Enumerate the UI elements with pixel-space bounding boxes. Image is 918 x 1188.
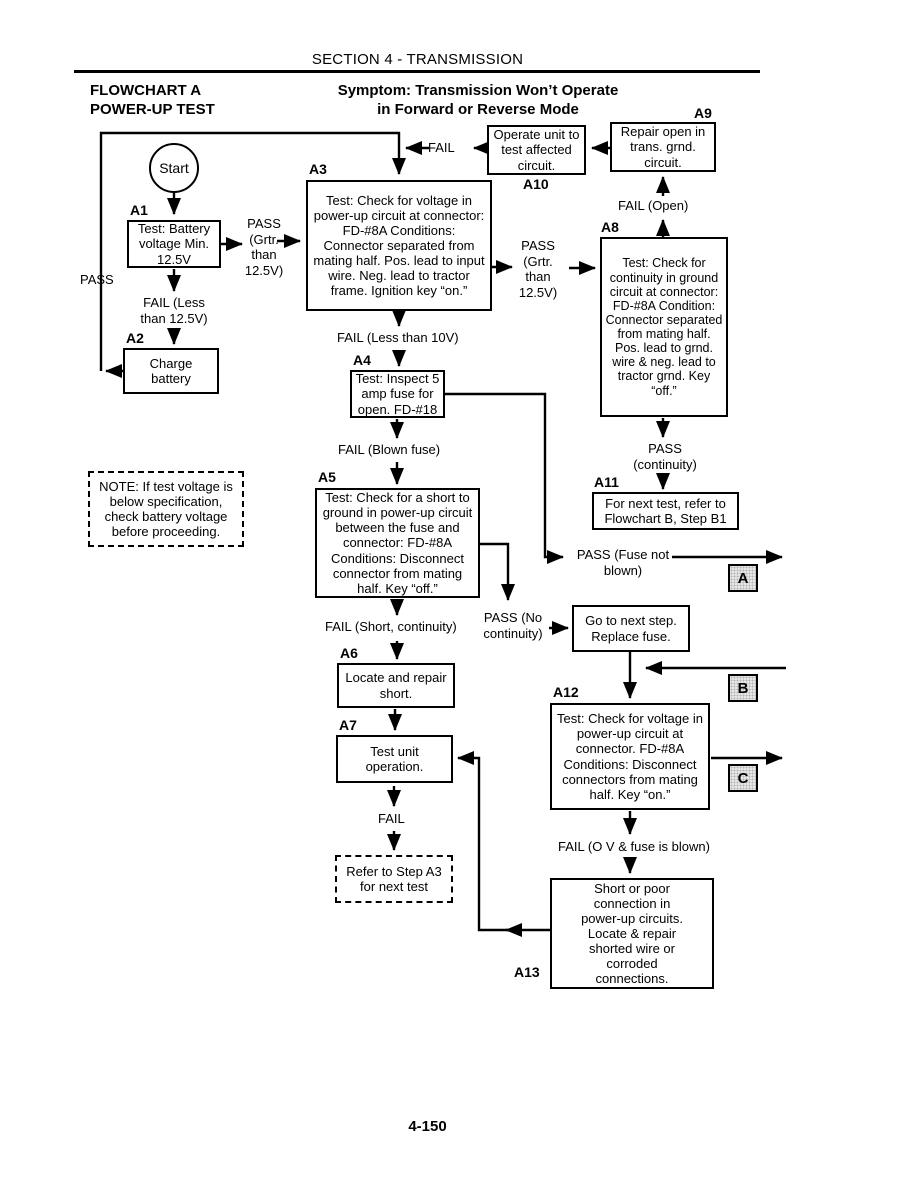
step-label-a4: A4 [353,352,371,368]
step-label-a13: A13 [514,964,540,980]
label-pass-no-continuity: PASS (No continuity) [483,610,543,641]
label-fail-top: FAIL [428,140,455,155]
connector-tab-a [728,564,758,592]
refer-step-a3-box: Refer to Step A3 for next test [335,855,453,903]
node-a11: For next test, refer to Flowchart B, Step B1 [592,492,739,530]
node-a10: Operate unit to test affected circuit. [487,125,586,175]
step-label-a2: A2 [126,330,144,346]
edge-loopback-to-a7 [458,758,512,930]
step-label-a6: A6 [340,645,358,661]
step-label-a3: A3 [309,161,327,177]
label-fail-0v: FAIL (O V & fuse is blown) [558,839,710,854]
node-a3: Test: Check for voltage in power-up circuit at connector: FD-#8A Conditions: Connector separated from mating half. Pos. lead to input wire. Neg. lead to tractor frame. Ignition key “on.” [306,180,492,311]
label-pass-grtr-1: PASS (Grtr. than 12.5V) [244,216,284,278]
node-a12: Test: Check for voltage in power-up circuit at connector. FD-#8A Conditions: Disconnect connectors from mating half. Key “on.” [550,703,710,810]
symptom-line1: Symptom: Transmission Won’t Operate [337,82,619,99]
node-a13: Short or poor connection in power-up circuits. Locate & repair shorted wire or corroded connections. [550,878,714,989]
step-label-a5: A5 [318,469,336,485]
step-label-a11: A11 [594,474,619,490]
step-label-a10: A10 [523,176,549,192]
node-a5: Test: Check for a short to ground in power-up circuit between the fuse and connector: FD-#8A Conditions: Disconnect connector from mating half. Key “off.” [315,488,480,598]
node-a1: Test: Battery voltage Min. 12.5V [127,220,221,268]
node-a4: Test: Inspect 5 amp fuse for open. FD-#18 [350,370,445,418]
step-label-a12: A12 [553,684,579,700]
page-number: 4-150 [408,1118,447,1135]
label-fail-less-125: FAIL (Less than 12.5V) [140,295,208,326]
node-a6: Locate and repair short. [337,663,455,708]
step-label-a7: A7 [339,717,357,733]
step-label-a1: A1 [130,202,148,218]
step-label-a8: A8 [601,219,619,235]
label-fail-a7: FAIL [378,811,405,826]
section-header: SECTION 4 - TRANSMISSION [311,51,524,68]
label-pass-loop: PASS [80,272,114,287]
label-pass-continuity: PASS (continuity) [633,441,697,472]
connector-tab-b-letter: B [737,679,749,697]
step-label-a9: A9 [694,105,712,121]
flowchart-title-line1: FLOWCHART A [90,82,202,99]
label-pass-fuse: PASS (Fuse not blown) [576,547,670,578]
node-a8: Test: Check for continuity in ground circuit at connector: FD-#8A Condition: Connector separated from mating half. Pos. lead to grnd. wire & neg. lead to tractor grnd. Key “off.” [600,237,728,417]
node-start [149,143,199,193]
connector-tab-c-letter: C [737,769,749,787]
node-goto-next-step: Go to next step. Replace fuse. [572,605,690,652]
flowchart-title-line2: POWER-UP TEST [90,101,215,119]
node-a7: Test unit operation. [336,735,453,783]
symptom-line2: in Forward or Reverse Mode [377,101,579,119]
connector-tab-a-letter: A [737,569,749,587]
label-fail-open: FAIL (Open) [618,198,689,213]
note-box: NOTE: If test voltage is below specification, check battery voltage before proceeding. [88,471,244,547]
connector-tab-b [728,674,758,702]
start-label: Start [159,160,189,176]
edge-a5-to-passno [480,544,508,600]
connector-tab-c [728,764,758,792]
node-a9: Repair open in trans. grnd. circuit. [610,122,716,172]
label-fail-blown: FAIL (Blown fuse) [338,442,441,457]
label-pass-grtr-2: PASS (Grtr. than 12.5V) [518,238,558,300]
label-fail-short: FAIL (Short, continuity) [325,619,457,634]
node-a2: Charge battery [123,348,219,394]
label-fail-less-10: FAIL (Less than 10V) [337,330,459,345]
